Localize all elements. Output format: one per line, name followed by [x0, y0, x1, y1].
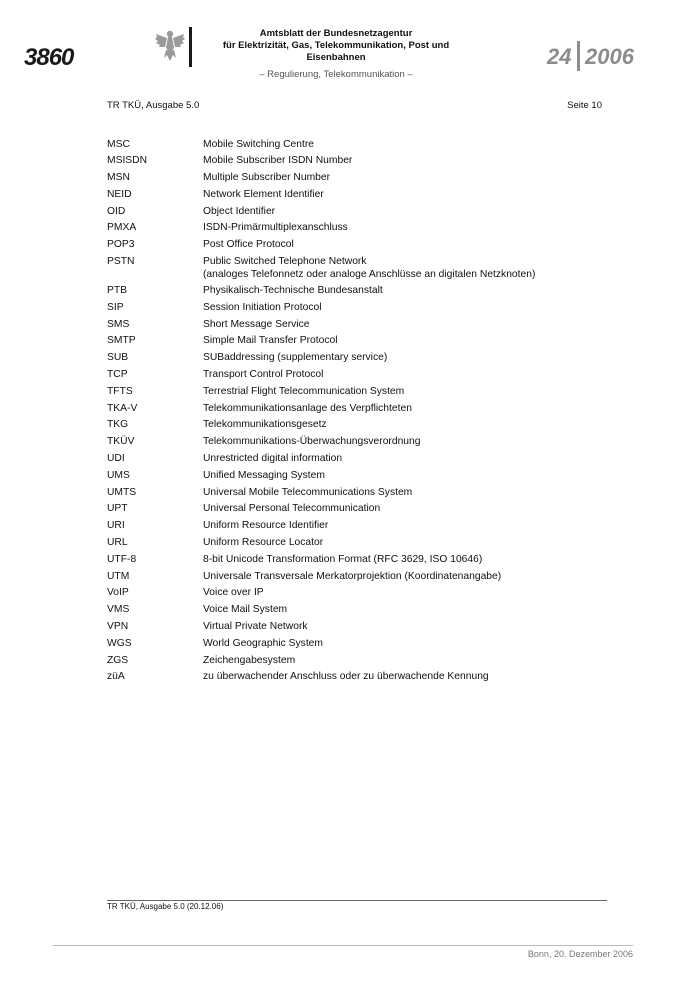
- abbreviation-row: [107, 318, 603, 335]
- abbreviation-row: [107, 520, 603, 537]
- document-title: TR TKÜ, Ausgabe 5.0: [107, 100, 200, 111]
- abbreviation-row: [107, 256, 603, 285]
- definition-line: Zeichengabesystem: [203, 654, 296, 666]
- abbreviation-row: [107, 553, 603, 570]
- abbreviation-definition: [203, 188, 603, 205]
- abbreviation-row: [107, 654, 603, 671]
- definition-line: Mobile Subscriber ISDN Number: [203, 155, 353, 167]
- abbreviation-definition: [203, 205, 603, 222]
- abbreviation-term: TKA-V: [107, 402, 138, 414]
- abbreviation-row: [107, 301, 603, 318]
- abbreviation-term: SUB: [107, 352, 129, 364]
- definition-line-2: (analoges Telefonnetz oder analoge Anschlüsse an digitalen Netzknoten): [203, 268, 536, 280]
- abbreviation-definition: [203, 671, 603, 688]
- abbreviation-row: [107, 285, 603, 302]
- abbreviation-definition: [203, 256, 603, 285]
- abbreviation-term: TFTS: [107, 385, 133, 397]
- definition-line: 8-bit Unicode Transformation Format (RFC 3629, ISO 10646): [203, 553, 483, 565]
- abbreviation-row: [107, 621, 603, 638]
- abbreviation-definition: [203, 285, 603, 302]
- abbreviation-row: [107, 352, 603, 369]
- abbreviation-term: ZGS: [107, 654, 129, 666]
- abbreviation-row: [107, 239, 603, 256]
- abbreviation-row: [107, 222, 603, 239]
- abbreviation-term: MSISDN: [107, 155, 148, 167]
- abbreviation-term: SIP: [107, 301, 124, 313]
- abbreviation-term: TKÜV: [107, 436, 135, 448]
- definition-line: Public Switched Telephone Network: [203, 256, 367, 268]
- definition-line: Terrestrial Flight Telecommunication System: [203, 385, 405, 397]
- abbreviation-term: UPT: [107, 503, 128, 515]
- abbreviation-definition: [203, 369, 603, 386]
- definition-line: Uniform Resource Locator: [203, 537, 324, 549]
- abbreviation-row: [107, 335, 603, 352]
- footer-divider: [53, 945, 633, 946]
- definition-line: Network Element Identifier: [203, 188, 324, 200]
- abbreviation-definition: [203, 352, 603, 369]
- abbreviation-definition: [203, 486, 603, 503]
- abbreviation-definition: [203, 453, 603, 470]
- definition-line: Unrestricted digital information: [203, 453, 343, 465]
- abbreviation-term: UDI: [107, 453, 125, 465]
- abbreviation-definition: [203, 637, 603, 654]
- abbreviation-row: [107, 587, 603, 604]
- definition-line: Uniform Resource Identifier: [203, 520, 329, 532]
- abbreviation-row: [107, 570, 603, 587]
- definition-line: Physikalisch-Technische Bundesanstalt: [203, 285, 383, 297]
- definition-line: Universale Transversale Merkatorprojektion (Koordinatenangabe): [203, 570, 502, 582]
- abbreviation-row: [107, 419, 603, 436]
- abbreviation-term: POP3: [107, 239, 135, 251]
- abbreviation-row: [107, 155, 603, 172]
- abbreviation-definition: [203, 402, 603, 419]
- abbreviation-term: VPN: [107, 621, 129, 633]
- definition-line: SUBaddressing (supplementary service): [203, 352, 388, 364]
- abbreviation-row: [107, 138, 603, 155]
- abbreviation-definition: [203, 436, 603, 453]
- abbreviation-definition: [203, 138, 603, 155]
- page-indicator: Seite 10: [567, 100, 602, 111]
- abbreviation-definition: [203, 654, 603, 671]
- abbreviation-definition: [203, 335, 603, 352]
- abbreviation-row: [107, 671, 603, 688]
- masthead-title-line2: für Elektrizität, Gas, Telekommunikation, Post und Eisenbahnen: [222, 40, 450, 63]
- definition-line: Session Initiation Protocol: [203, 301, 322, 313]
- definition-line: Object Identifier: [203, 205, 276, 217]
- issue-year: 2006: [585, 44, 634, 69]
- definition-line: Voice Mail System: [203, 604, 288, 616]
- logo-divider-bar: [189, 27, 192, 67]
- definition-line: Post Office Protocol: [203, 239, 294, 251]
- definition-line: Universal Personal Telecommunication: [203, 503, 381, 515]
- abbreviation-term: PSTN: [107, 256, 135, 268]
- abbreviation-row: [107, 402, 603, 419]
- abbreviation-term: MSC: [107, 138, 130, 150]
- abbreviation-row: [107, 436, 603, 453]
- abbreviation-row: [107, 369, 603, 386]
- masthead-title: Amtsblatt der Bundesnetzagentur: [259, 28, 413, 39]
- abbreviation-row: [107, 205, 603, 222]
- issue-number: 24: [547, 44, 572, 69]
- definition-line: Multiple Subscriber Number: [203, 172, 331, 184]
- abbreviation-term: UMS: [107, 469, 130, 481]
- definition-line: ISDN-Primärmultiplexanschluss: [203, 222, 348, 234]
- abbreviation-definition: [203, 239, 603, 256]
- abbreviation-term: TKG: [107, 419, 129, 431]
- definition-line: Transport Control Protocol: [203, 369, 324, 381]
- issue-divider: [577, 41, 580, 71]
- footnote-divider: [107, 900, 607, 901]
- abbreviation-row: [107, 172, 603, 189]
- definition-line: Unified Messaging System: [203, 469, 325, 481]
- abbreviation-definition: [203, 604, 603, 621]
- abbreviation-term: UMTS: [107, 486, 137, 498]
- abbreviation-term: UTF-8: [107, 553, 137, 565]
- abbreviation-definition: [203, 570, 603, 587]
- masthead-subtitle: – Regulierung, Telekommunikation –: [259, 69, 413, 80]
- abbreviation-row: [107, 604, 603, 621]
- definition-line: Voice over IP: [203, 587, 264, 599]
- abbreviation-row: [107, 486, 603, 503]
- abbreviation-term: NEID: [107, 188, 132, 200]
- definition-line: Telekommunikationsanlage des Verpflichteten: [203, 402, 412, 414]
- definition-line: World Geographic System: [203, 637, 323, 649]
- abbreviation-definition: [203, 553, 603, 570]
- abbreviation-term: SMTP: [107, 335, 136, 347]
- definition-line: Virtual Private Network: [203, 621, 308, 633]
- abbreviation-term: TCP: [107, 369, 128, 381]
- abbreviation-term: MSN: [107, 172, 130, 184]
- abbreviation-term: OID: [107, 205, 126, 217]
- abbreviation-row: [107, 503, 603, 520]
- abbreviation-term: züA: [107, 671, 125, 683]
- abbreviation-row: [107, 385, 603, 402]
- abbreviation-definition: [203, 172, 603, 189]
- abbreviation-term: UTM: [107, 570, 130, 582]
- abbreviation-definition: [203, 222, 603, 239]
- definition-line: Universal Mobile Telecommunications System: [203, 486, 413, 498]
- abbreviation-definition: [203, 155, 603, 172]
- abbreviation-definition: [203, 469, 603, 486]
- abbreviation-definition: [203, 621, 603, 638]
- footnote: TR TKÜ, Ausgabe 5.0 (20.12.06): [107, 902, 224, 911]
- masthead: [196, 28, 476, 81]
- abbreviation-term: URI: [107, 520, 125, 532]
- definition-line: Telekommunikations-Überwachungsverordnung: [203, 436, 421, 448]
- abbreviation-definition: [203, 385, 603, 402]
- definition-line: Simple Mail Transfer Protocol: [203, 335, 338, 347]
- definition-line: Telekommunikationsgesetz: [203, 419, 327, 431]
- abbreviation-term: PTB: [107, 285, 128, 297]
- federal-eagle-icon: [153, 28, 187, 64]
- abbreviation-row: [107, 453, 603, 470]
- abbreviation-definition: [203, 318, 603, 335]
- abbreviation-table: [107, 138, 603, 688]
- abbreviation-row: [107, 537, 603, 554]
- publication-date: Bonn, 20. Dezember 2006: [527, 949, 633, 959]
- abbreviation-term: URL: [107, 537, 128, 549]
- definition-line: Mobile Switching Centre: [203, 138, 315, 150]
- abbreviation-definition: [203, 419, 603, 436]
- abbreviation-term: VMS: [107, 604, 130, 616]
- abbreviation-term: SMS: [107, 318, 130, 330]
- page-number: 3860: [24, 44, 74, 71]
- abbreviation-row: [107, 469, 603, 486]
- abbreviation-definition: [203, 520, 603, 537]
- abbreviation-definition: [203, 587, 603, 604]
- definition-line: zu überwachender Anschluss oder zu überwachende Kennung: [203, 671, 489, 683]
- abbreviation-term: WGS: [107, 637, 132, 649]
- abbreviation-row: [107, 637, 603, 654]
- abbreviation-definition: [203, 503, 603, 520]
- definition-line: Short Message Service: [203, 318, 310, 330]
- abbreviation-definition: [203, 537, 603, 554]
- abbreviation-row: [107, 188, 603, 205]
- abbreviation-term: PMXA: [107, 222, 137, 234]
- abbreviation-term: VoIP: [107, 587, 129, 599]
- abbreviation-definition: [203, 301, 603, 318]
